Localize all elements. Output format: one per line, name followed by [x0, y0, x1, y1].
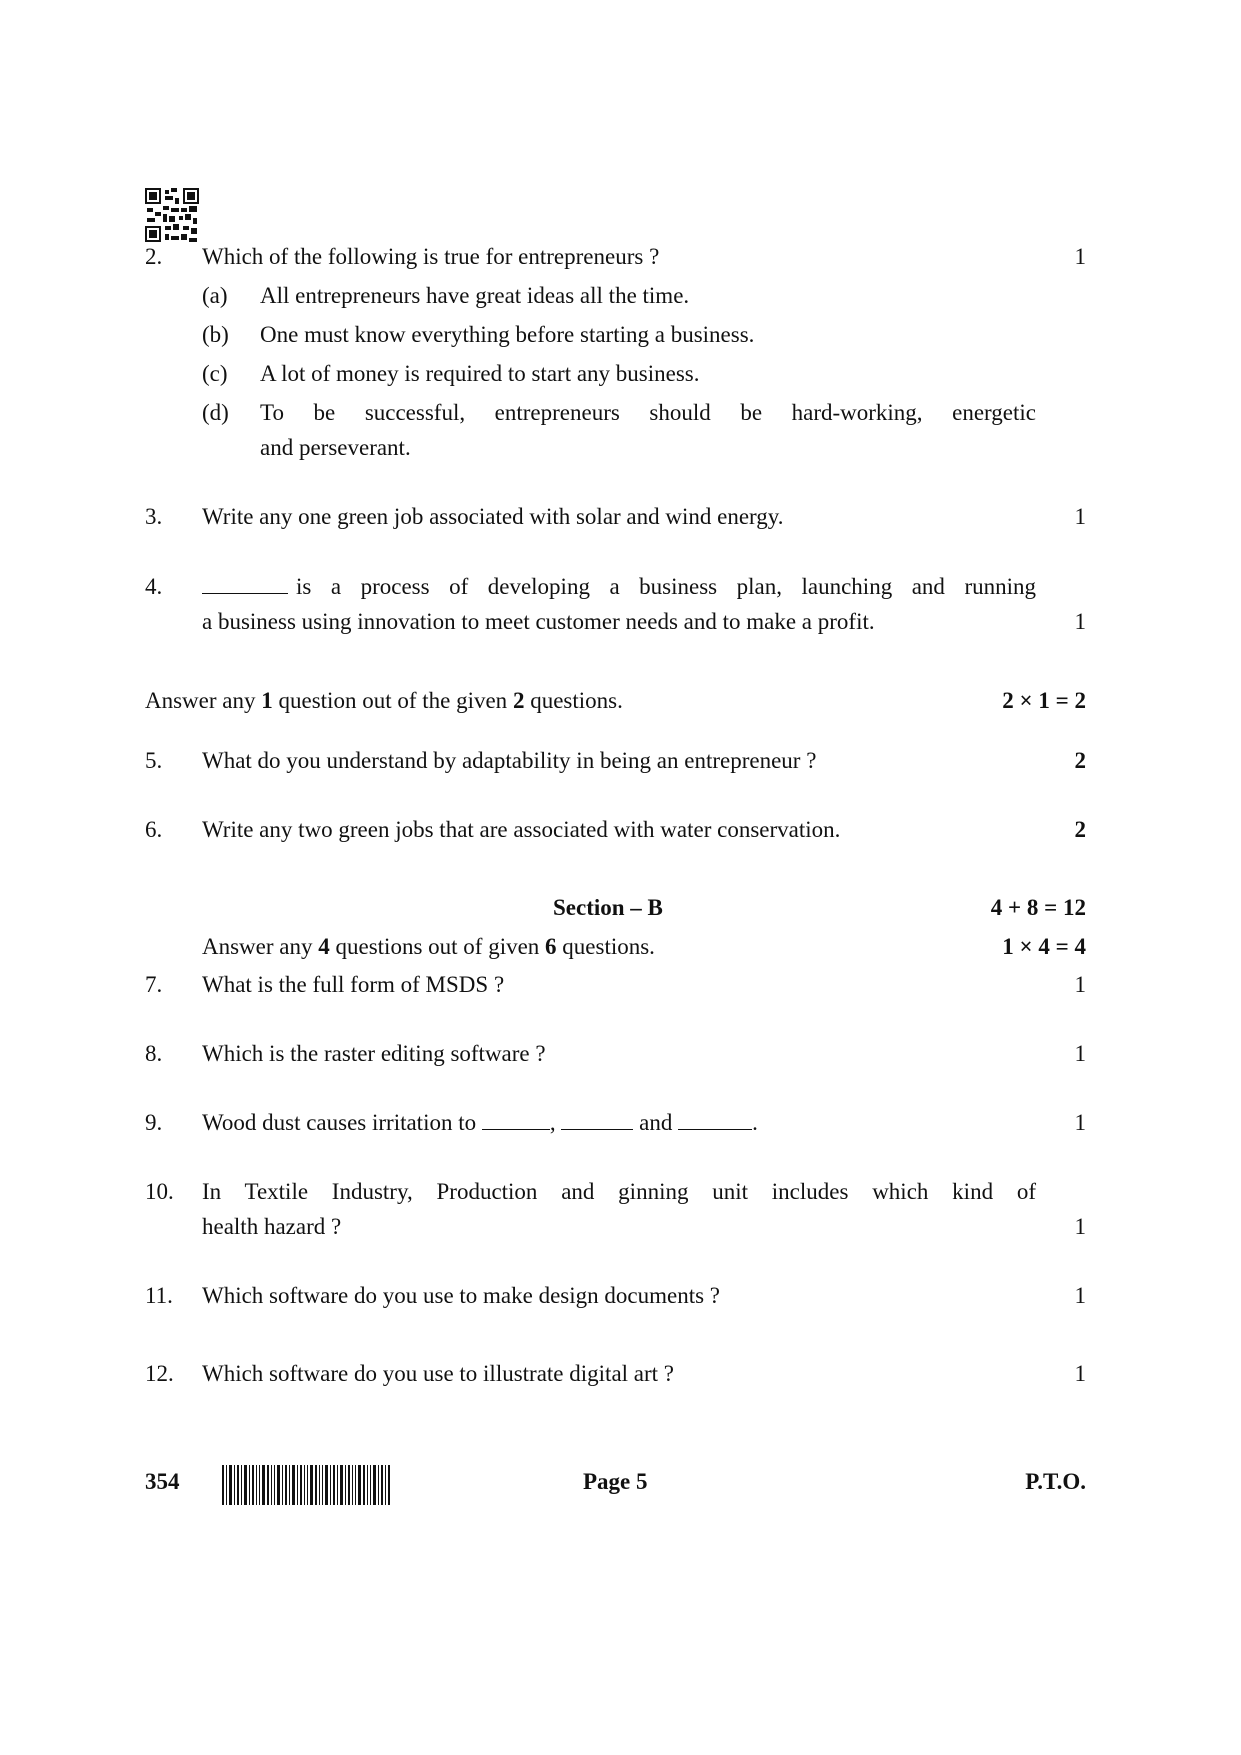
q6-number: 6. [145, 817, 163, 842]
q2-text: Which of the following is true for entrepreneurs ? [202, 244, 660, 269]
q8-number: 8. [145, 1041, 163, 1066]
q12-marks: 1 [1074, 1361, 1086, 1386]
q5-marks: 2 [1074, 748, 1086, 773]
q2-option-d-text-cont: and perseverant. [260, 435, 411, 460]
q2-option-a-text: All entrepreneurs have great ideas all the time. [260, 283, 690, 308]
section-b-marks: 4 + 8 = 12 [990, 895, 1086, 920]
q10-marks: 1 [1074, 1214, 1086, 1239]
q10-text: In Textile Industry, Production and ginning unit includes which kind of [202, 1179, 1036, 1204]
instruction-any-1: Answer any 1 question out of the given 2 questions. [145, 688, 623, 713]
qr-code-icon [145, 188, 199, 242]
q6-text: Write any two green jobs that are associated with water conservation. [202, 817, 841, 842]
q2-option-b-text: One must know everything before starting a business. [260, 322, 755, 347]
q3-number: 3. [145, 504, 163, 529]
q6-marks: 2 [1074, 817, 1086, 842]
q8-marks: 1 [1074, 1041, 1086, 1066]
q5-text: What do you understand by adaptability in being an entrepreneur ? [202, 748, 817, 773]
section-b-title: Section – B [553, 895, 663, 920]
q2-marks: 1 [1074, 244, 1086, 269]
q11-number: 11. [145, 1283, 173, 1308]
q12-number: 12. [145, 1361, 174, 1386]
q4-text: is a process of developing a business plan, launching and running [296, 574, 1036, 599]
q12-text: Which software do you use to illustrate digital art ? [202, 1361, 675, 1386]
q8-text: Which is the raster editing software ? [202, 1041, 546, 1066]
instruction-any-1-marks: 2 × 1 = 2 [1002, 688, 1086, 713]
q4-number: 4. [145, 574, 163, 599]
q11-text: Which software do you use to make design documents ? [202, 1283, 721, 1308]
q4-blank [202, 572, 288, 602]
q7-number: 7. [145, 972, 163, 997]
q2-number: 2. [145, 244, 163, 269]
q10-text-cont: health hazard ? [202, 1214, 342, 1239]
paper-code: 354 [145, 1469, 180, 1494]
page-number: Page 5 [583, 1469, 648, 1494]
barcode-icon [222, 1465, 390, 1505]
q7-text: What is the full form of MSDS ? [202, 972, 505, 997]
q3-marks: 1 [1074, 504, 1086, 529]
q10-number: 10. [145, 1179, 174, 1204]
q2-option-c-label: (c) [202, 361, 228, 386]
q3-text: Write any one green job associated with solar and wind energy. [202, 504, 784, 529]
q9-number: 9. [145, 1110, 163, 1135]
q11-marks: 1 [1074, 1283, 1086, 1308]
q4-text-cont: a business using innovation to meet customer needs and to make a profit. [202, 609, 875, 634]
instruction-any-4: Answer any 4 questions out of given 6 questions. [202, 934, 655, 959]
q2-option-d-label: (d) [202, 400, 229, 425]
q7-marks: 1 [1074, 972, 1086, 997]
q2-option-d-text: To be successful, entrepreneurs should be hard-working, energetic [260, 400, 1036, 425]
q9-text: Wood dust causes irritation to , and . [202, 1110, 758, 1135]
q2-option-a-label: (a) [202, 283, 228, 308]
q2-option-c-text: A lot of money is required to start any business. [260, 361, 700, 386]
q2-option-b-label: (b) [202, 322, 229, 347]
instruction-any-4-marks: 1 × 4 = 4 [1002, 934, 1086, 959]
q4-marks: 1 [1074, 609, 1086, 634]
q9-marks: 1 [1074, 1110, 1086, 1135]
pto-label: P.T.O. [1025, 1469, 1086, 1494]
q5-number: 5. [145, 748, 163, 773]
